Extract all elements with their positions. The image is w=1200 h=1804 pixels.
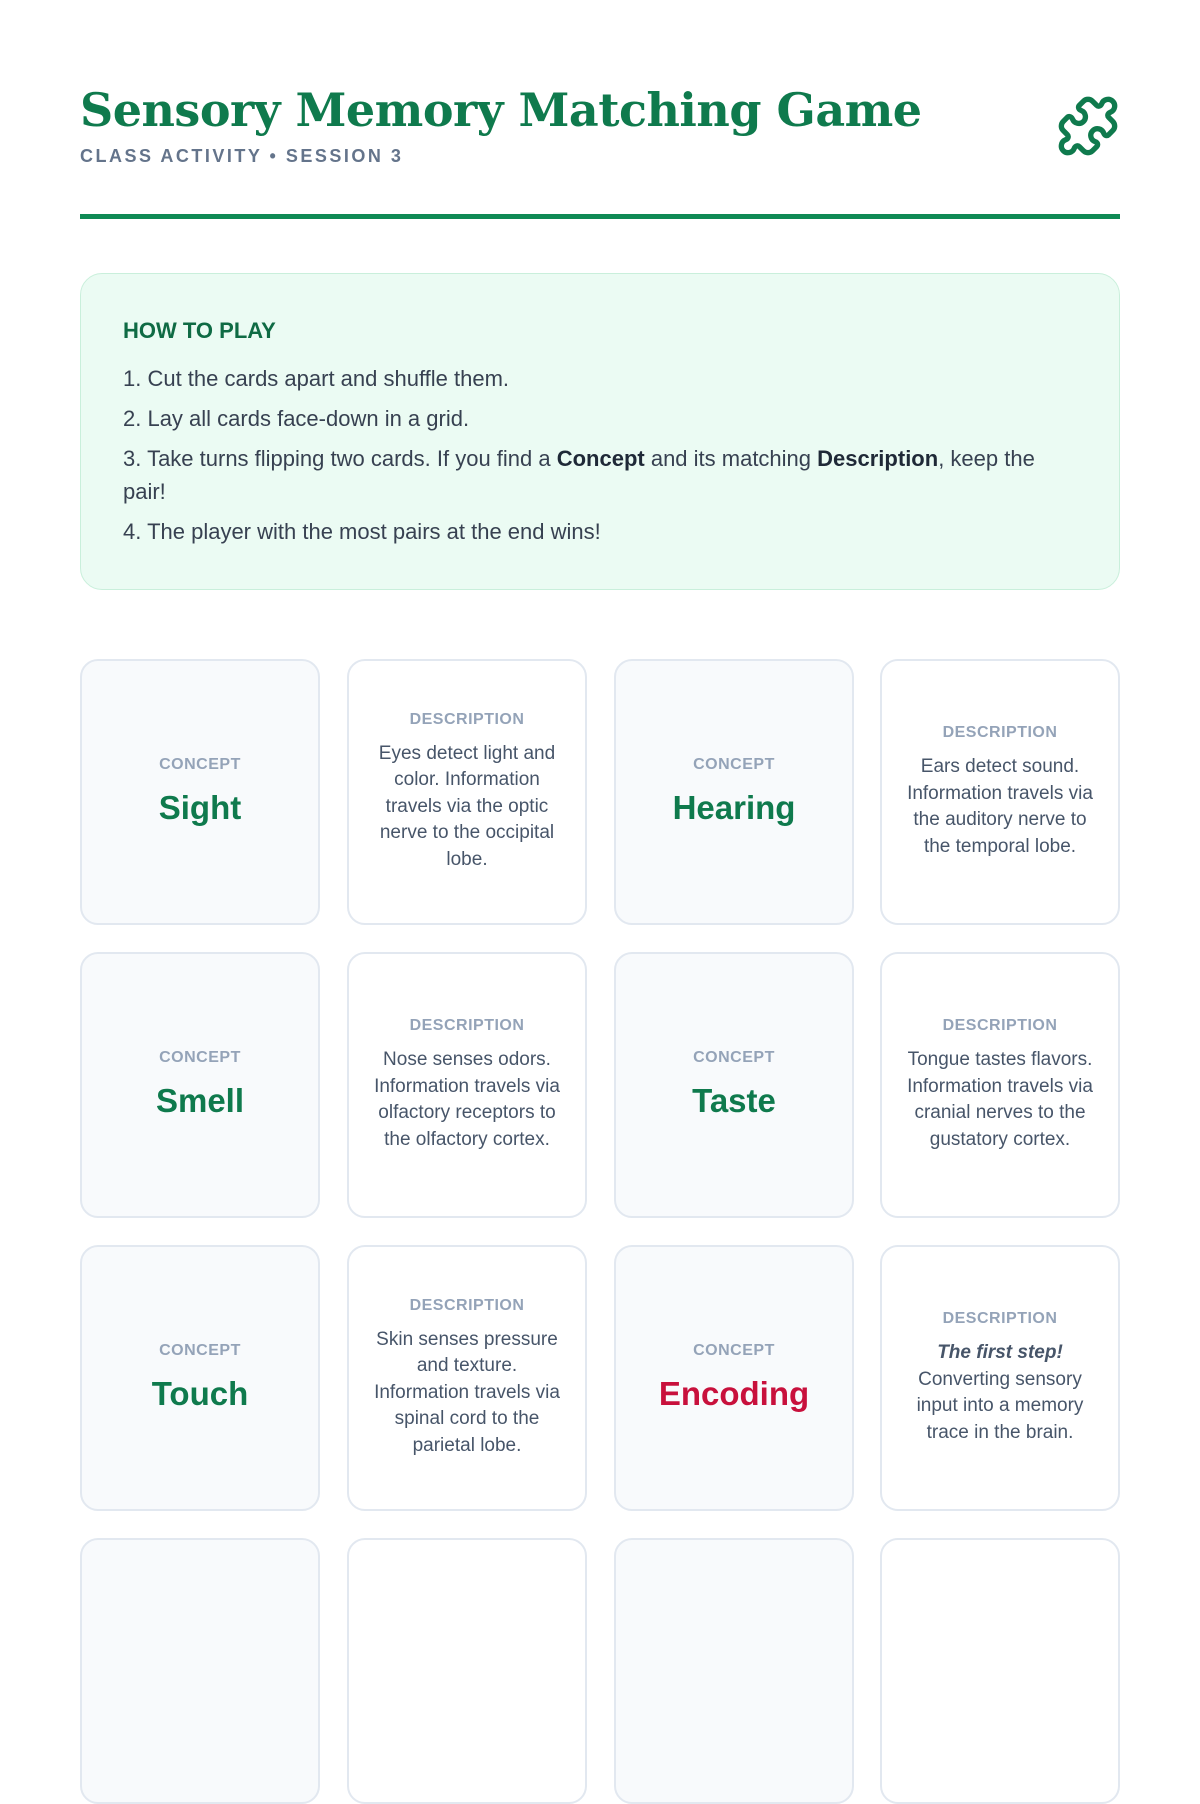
step-text: 3. Take turns flipping two cards. If you find a	[123, 446, 557, 471]
card-type-label: CONCEPT	[159, 1049, 241, 1066]
how-to-play-heading: HOW TO PLAY	[123, 318, 276, 343]
card-type-label: CONCEPT	[159, 1342, 241, 1359]
card-type-label: CONCEPT	[693, 756, 775, 773]
page-header	[80, 80, 1120, 167]
description-term: Description	[817, 446, 939, 471]
concept-name: Taste	[692, 1082, 776, 1119]
concept-card	[614, 659, 854, 925]
description-card	[880, 1245, 1120, 1511]
concept-term: Concept	[556, 446, 645, 471]
blank-card	[614, 1538, 854, 1804]
card-type-label: DESCRIPTION	[409, 1296, 525, 1314]
concept-card	[80, 952, 320, 1218]
card-type-label: CONCEPT	[693, 1342, 775, 1359]
header-divider	[80, 214, 1120, 219]
blank-card	[80, 1538, 320, 1804]
concept-name: Encoding	[658, 1375, 810, 1412]
card-type-label: DESCRIPTION	[942, 1017, 1058, 1034]
description-card	[347, 1245, 587, 1511]
description-text: Tongue tastes flavors. Information travels via cranial nerves to the gustatory cortex.	[907, 1049, 1093, 1150]
page-title: Sensory Memory Matching Game	[80, 83, 922, 137]
instruction-step: 2. Lay all cards face-down in a grid.	[123, 406, 470, 431]
card-type-label: DESCRIPTION	[942, 1310, 1058, 1327]
description-body: Converting sensory input into a memory trace in the brain.	[916, 1368, 1084, 1443]
card-type-label: CONCEPT	[693, 1049, 775, 1066]
blank-card	[880, 1538, 1120, 1804]
concept-card	[614, 952, 854, 1218]
concept-card	[80, 1245, 320, 1511]
instruction-step	[123, 442, 1079, 508]
card-type-label: DESCRIPTION	[409, 710, 525, 728]
card-type-label: DESCRIPTION	[409, 1017, 525, 1034]
page-subtitle: CLASS ACTIVITY • SESSION 3	[80, 146, 404, 166]
description-text	[906, 1340, 1094, 1446]
card-type-label: DESCRIPTION	[942, 724, 1058, 741]
instruction-step: 1. Cut the cards apart and shuffle them.	[123, 366, 510, 391]
how-to-play-panel	[80, 273, 1120, 590]
description-text: Eyes detect light and color. Information travels via the optic nerve to the occipital lobe.	[378, 742, 556, 870]
concept-card	[614, 1245, 854, 1511]
card-type-label: CONCEPT	[159, 756, 241, 773]
step-text: and its matching	[644, 446, 818, 471]
description-card	[880, 659, 1120, 925]
description-text: Nose senses odors. Information travels via olfactory receptors to the olfactory cortex.	[374, 1049, 560, 1150]
instructions-list	[123, 362, 1079, 548]
concept-name: Touch	[151, 1375, 249, 1412]
blank-card	[347, 1538, 587, 1804]
puzzle-icon	[1056, 94, 1120, 158]
description-card	[880, 952, 1120, 1218]
concept-card	[80, 659, 320, 925]
instruction-step: 4. The player with the most pairs at the end wins!	[123, 519, 601, 544]
step-text: , keep the pair!	[123, 446, 1035, 504]
concept-name: Hearing	[672, 789, 796, 826]
description-text: Skin senses pressure and texture. Information travels via spinal cord to the parietal lobe.	[374, 1328, 560, 1456]
concept-name: Sight	[158, 789, 242, 826]
description-emphasis: The first step!	[937, 1342, 1063, 1363]
concept-name: Smell	[155, 1082, 245, 1119]
description-card	[347, 952, 587, 1218]
description-text: Ears detect sound. Information travels via the auditory nerve to the temporal lobe.	[907, 756, 1093, 857]
description-card	[347, 659, 587, 925]
